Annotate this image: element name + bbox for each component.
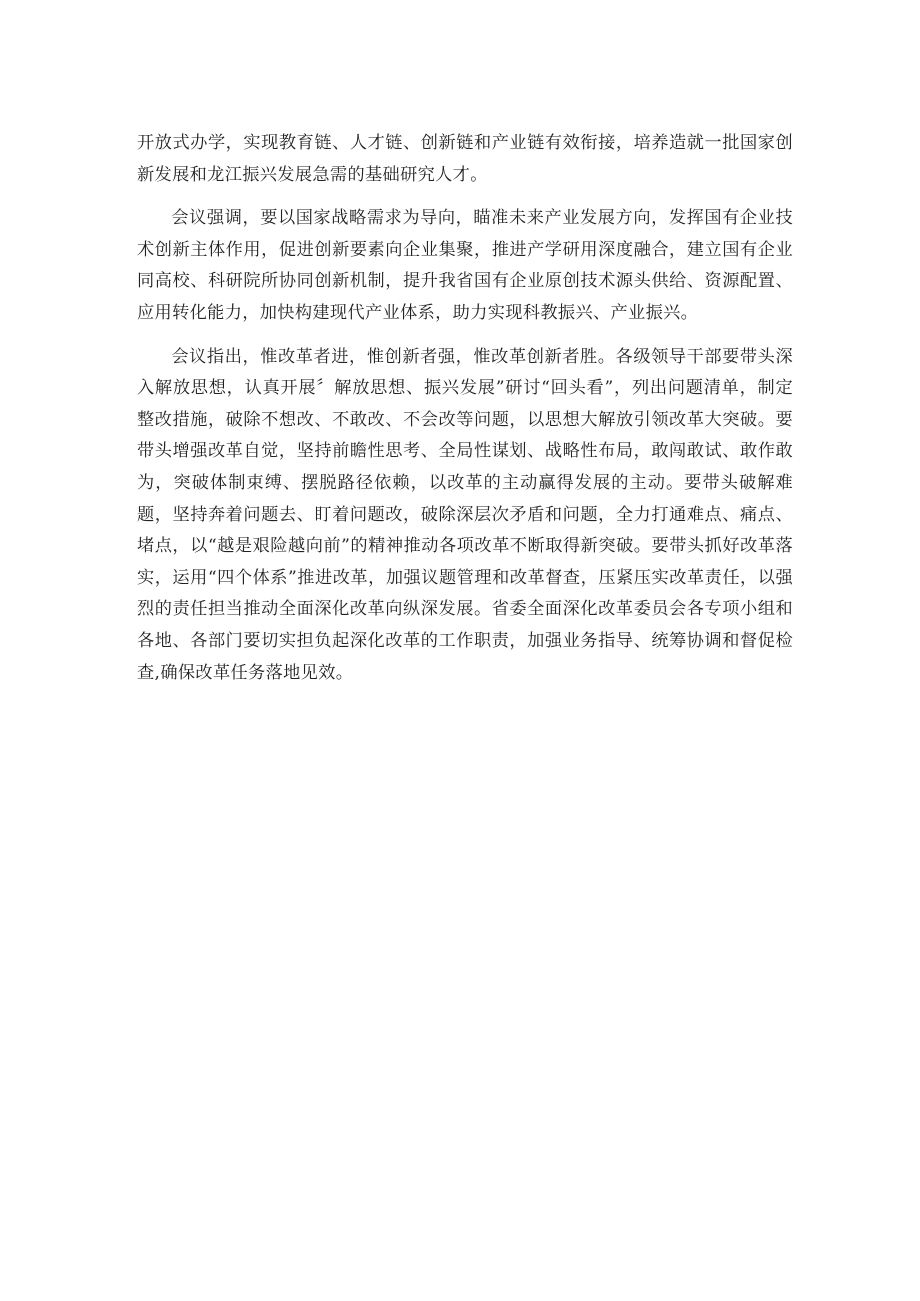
paragraph-continued: 开放式办学，实现教育链、人才链、创新链和产业链有效衔接，培养造就一批国家创新发展和龙江振兴发展急需的基础研究人才。 — [137, 133, 793, 185]
paragraph-meeting-points: 会议指出，惟改革者进，惟创新者强，惟改革创新者胜。各级领导干部要带头深入解放思想，认真开展〞解放思想、振兴发展”研讨“回头看”，列出问题清单，制定整改措施，破除不想改、不敢改、不会改等问题，以思想大解放引领改革大突破。要带头增强改革自觉，坚持前瞻性思考、全局性谋划、战略性布局，敢闯敢试、敢作敢为，突破体制束缚、摆脱路径依赖，以改革的主动赢得发展的主动。要带头破解难题，坚持奔着问题去、盯着问题改，破除深层次矛盾和问题，全力打通难点、痛点、堵点，以“越是艰险越向前”的精神推动各项改革不断取得新突破。要带头抓好改革落实，运用“四个体系”推进改革，加强议题管理和改革督查，压紧压实改革责任，以强烈的责任担当推动全面深化改革向纵深发展。省委全面深化改革委员会各专项小组和各地、各部门要切实担负起深化改革的工作职责，加强业务指导、统筹协调和督促检查,确保改革任务落地见效。 — [137, 346, 793, 683]
document-body — [137, 128, 793, 701]
paragraph-meeting-emphasis: 会议强调，要以国家战略需求为导向，瞄准未来产业发展方向，发挥国有企业技术创新主体作用，促进创新要素向企业集聚，推进产学研用深度融合，建立国有企业同高校、科研院所协同创新机制，提升我省国有企业原创技术源头供给、资源配置、应用转化能力，加快构建现代产业体系，助力实现科教振兴、产业振兴。 — [137, 208, 793, 323]
